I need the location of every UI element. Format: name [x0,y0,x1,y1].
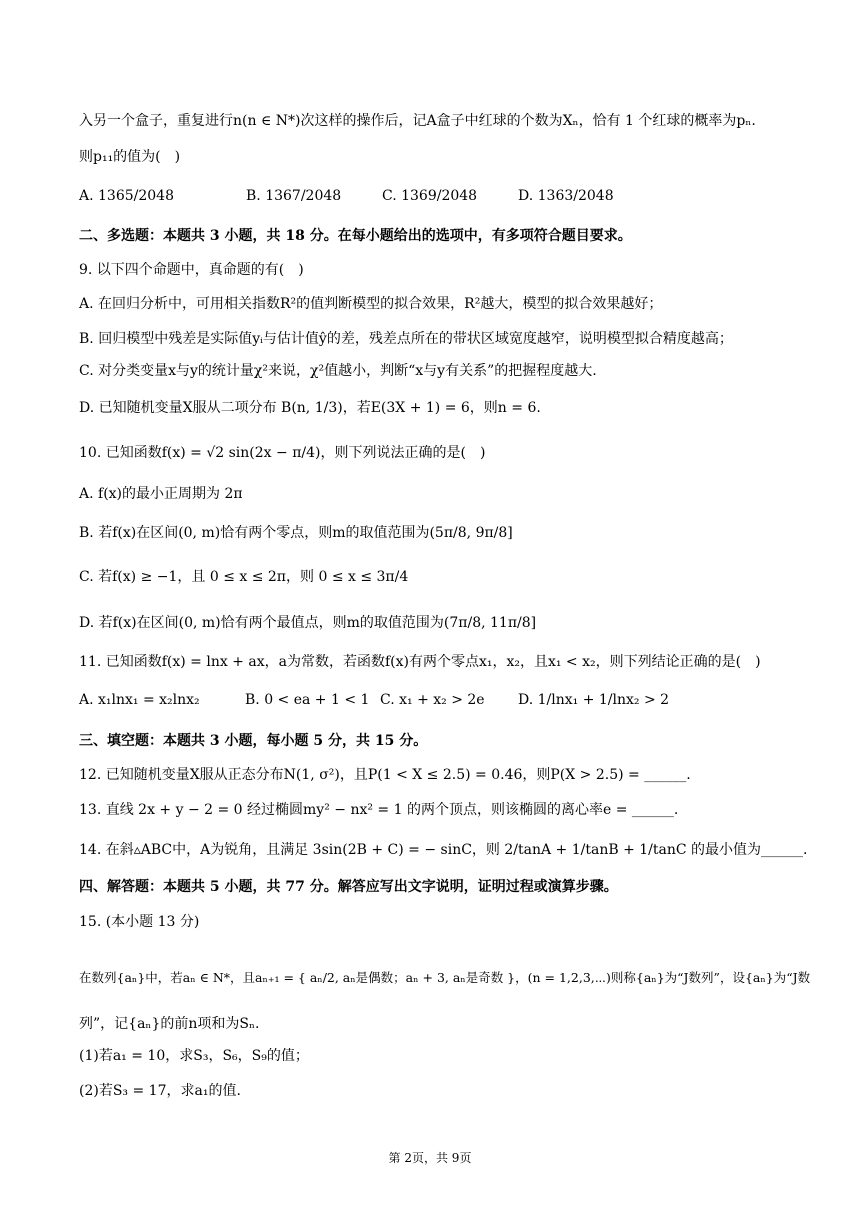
q9-stem: 9. 以下四个命题中，真命题的有( ) [79,262,304,278]
section-2-heading: 二、多选题：本题共 3 小题，共 18 分。在每小题给出的选项中，有多项符合题目要求。 [79,228,632,244]
q11-option-c: C. x₁ + x₂ > 2e [380,692,485,708]
q9-option-c: C. 对分类变量x与y的统计量χ²来说，χ²值越小，判断“x与y有关系”的把握程度越大. [79,363,597,379]
q15-title: 15. (本小题 13 分) [79,914,200,930]
q11-option-a: A. x₁lnx₁ = x₂lnx₂ [79,692,200,708]
page-footer: 第 2页，共 9页 [388,1151,472,1165]
q11-option-b: B. 0 < ea + 1 < 1 [245,692,370,708]
q13-text: 13. 直线 2x + y − 2 = 0 经过椭圆my² − nx² = 1 的两个顶点，则该椭圆的离心率e = ______. [79,802,679,818]
intro-line-1: 入另一个盒子，重复进行n(n ∈ N*)次这样的操作后，记A盒子中红球的个数为Xₙ，恰有 1 个红球的概率为pₙ. [79,113,756,129]
q11-option-d: D. 1/lnx₁ + 1/lnx₂ > 2 [518,692,670,708]
q10-option-c: C. 若f(x) ≥ −1，且 0 ≤ x ≤ 2π，则 0 ≤ x ≤ 3π/4 [79,569,409,585]
q10-option-d: D. 若f(x)在区间(0, m)恰有两个最值点，则m的取值范围为(7π/8, 11π/8] [79,615,537,631]
q10-option-b: B. 若f(x)在区间(0, m)恰有两个零点，则m的取值范围为(5π/8, 9π/8] [79,525,513,541]
q11-stem: 11. 已知函数f(x) = lnx + ax，a为常数，若函数f(x)有两个零点x₁，x₂，且x₁ < x₂，则下列结论正确的是( ) [79,654,761,670]
q15-part-1: (1)若a₁ = 10，求S₃，S₆，S₉的值； [79,1048,309,1064]
section-4-heading: 四、解答题：本题共 5 小题，共 77 分。解答应写出文字说明，证明过程或演算步骤。 [79,879,618,895]
intro-option-d: D. 1363/2048 [518,188,614,204]
q14-text: 14. 在斜▵ABC中，A为锐角，且满足 3sin(2B + C) = − sinC，则 2/tanA + 1/tanB + 1/tanC 的最小值为______. [79,842,808,858]
intro-line-2: 则p₁₁的值为( ) [79,149,181,165]
intro-option-c: C. 1369/2048 [382,188,478,204]
q9-option-b: B. 回归模型中残差是实际值yᵢ与估计值ŷ的差，残差点所在的带状区域宽度越窄，说明模型拟合精度越高； [79,331,733,347]
q15-part-2: (2)若S₃ = 17，求a₁的值. [79,1083,241,1099]
q9-option-d: D. 已知随机变量X服从二项分布 B(n, 1/3)，若E(3X + 1) = 6，则n = 6. [79,400,541,416]
intro-option-b: B. 1367/2048 [246,188,342,204]
intro-option-a: A. 1365/2048 [79,188,174,204]
q15-line-1: 在数列{aₙ}中，若aₙ ∈ N*，且aₙ₊₁ = { aₙ/2, aₙ是偶数；aₙ + 3, aₙ是奇数 }，(n = 1,2,3,⋯)则称{aₙ}为“J数列”，设{aₙ}为“J数 [79,970,811,985]
q9-option-a: A. 在回归分析中，可用相关指数R²的值判断模型的拟合效果，R²越大，模型的拟合效果越好； [79,296,663,312]
q10-stem: 10. 已知函数f(x) = √2 sin(2x − π/4)，则下列说法正确的是( ) [79,445,486,461]
q15-line-2: 列”，记{aₙ}的前n项和为Sₙ. [79,1016,260,1032]
section-3-heading: 三、填空题：本题共 3 小题，每小题 5 分，共 15 分。 [79,733,428,749]
q10-option-a: A. f(x)的最小正周期为 2π [79,486,243,502]
q12-text: 12. 已知随机变量X服从正态分布N(1, σ²)，且P(1 < X ≤ 2.5) = 0.46，则P(X > 2.5) = ______. [79,767,691,783]
